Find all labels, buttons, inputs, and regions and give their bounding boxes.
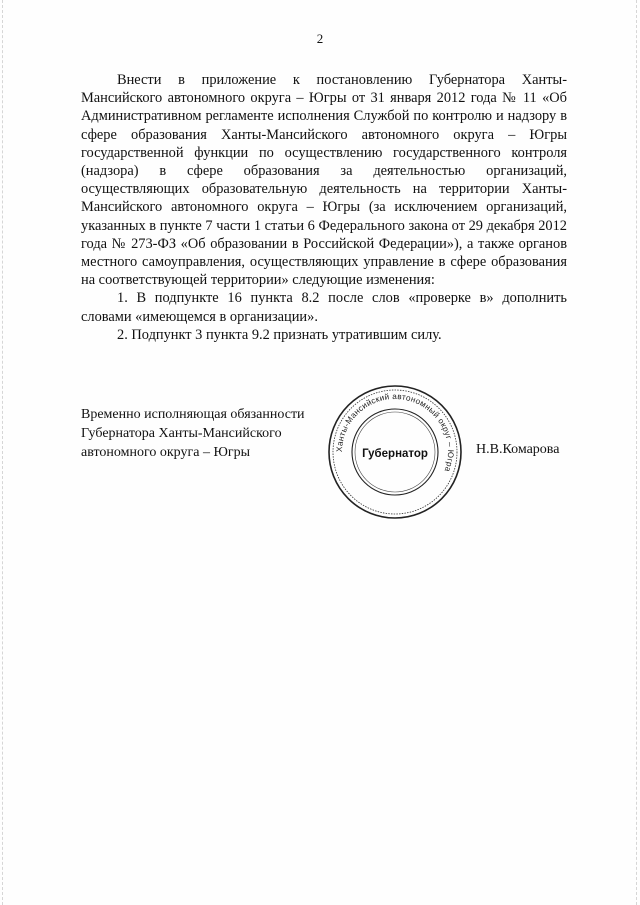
signature-position [81,405,305,462]
signatory-name: Н.В.Комарова [476,442,560,457]
seal-ring-text: Ханты-Мансийский автономный округ – Югра [334,391,456,474]
paragraph-intro: Внести в приложение к постановлению Губернатора Ханты-Мансийского автономного округа – Югры от 31 января 2012 года № 11 «Об Административном регламенте исполнения Службой по контролю и надзору в сфере образования Ханты-Мансийского автономного округа – Югры государственной функции по осуществлению государственного контроля (надзора) в сфере образования за деятельностью организаций, осуществляющих образовательную деятельность на территории Ханты-Мансийского автономного округа – Югры (за исключением организаций, указанных в пункте 7 части 1 статьи 6 Федерального закона от 29 декабря 2012 года № 273-ФЗ «Об образовании в Российской Федерации»), а также органов местного самоуправления, осуществляющих управление в сфере образования на соответствующей территории» следующие изменения: [81,72,567,289]
paragraph-item-2: 2. Подпункт 3 пункта 9.2 признать утратившим силу. [117,326,442,343]
scan-edge-right [636,0,638,905]
official-seal [326,383,464,521]
paragraph-item-1: 1. В подпункте 16 пункта 8.2 после слов «проверке в» дополнить словами «имеющемся в организации». [81,290,567,325]
scan-edge-left [2,0,4,905]
page-number: 2 [316,31,324,46]
seal-center-text: Губернатор [362,448,428,460]
signature-position-line: автономного округа – Югры [81,445,250,460]
document-body [81,71,567,344]
signature-position-line: Временно исполняющая обязанности [81,407,305,422]
signature-position-line: Губернатора Ханты-Мансийского [81,426,282,441]
